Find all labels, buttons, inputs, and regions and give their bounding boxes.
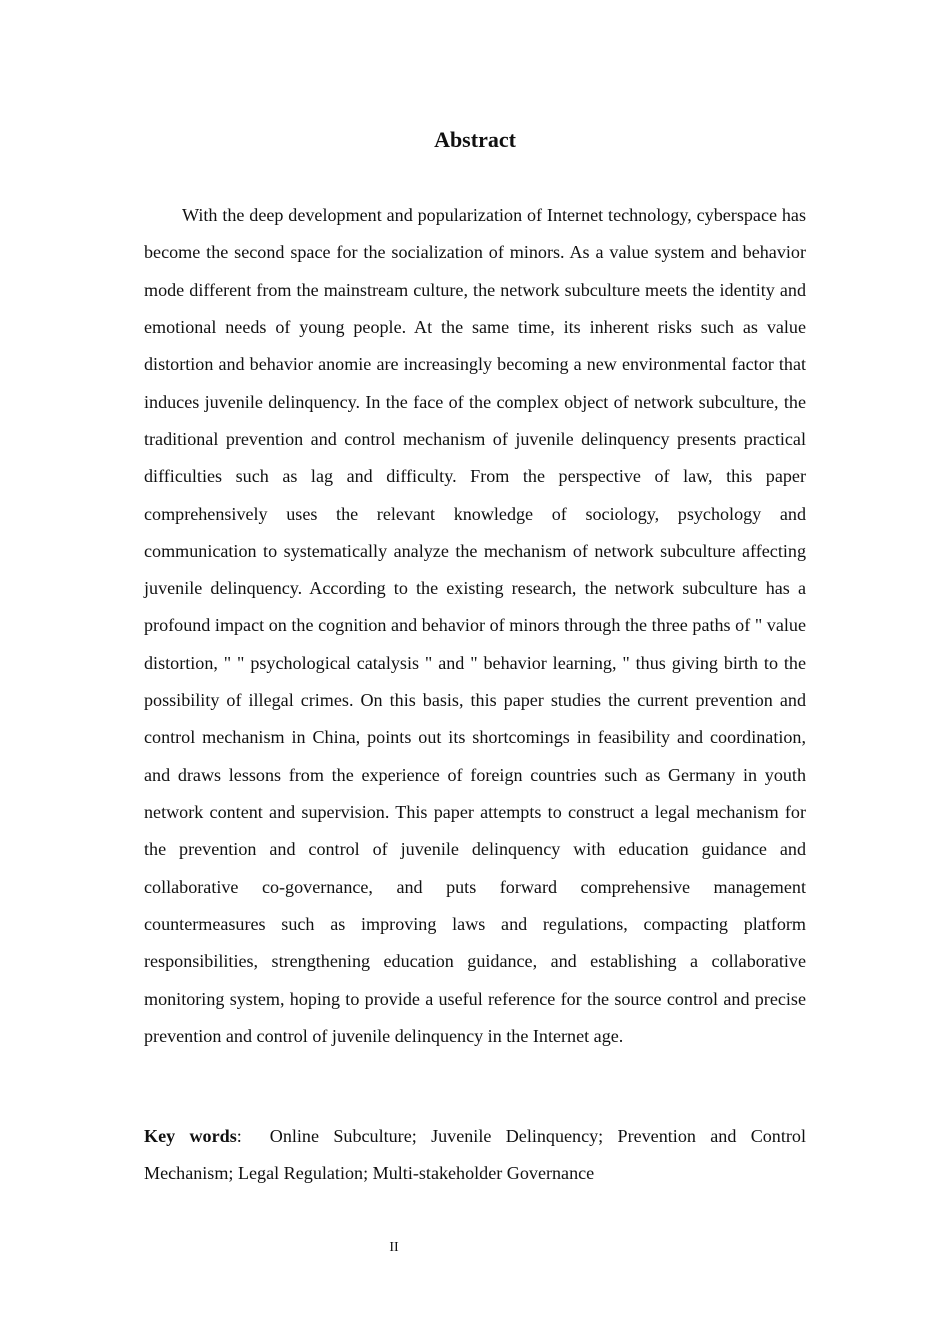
keywords-separator: :	[236, 1126, 242, 1146]
keywords-label: Key words	[144, 1126, 237, 1146]
keywords-text: Online Subculture; Juvenile Delinquency; Prevention and Control Mechanism; Legal Regulation; Multi-stakeholder Governance	[144, 1126, 806, 1183]
abstract-title: Abstract	[434, 127, 516, 152]
keywords-paragraph	[144, 1118, 806, 1192]
page-number: II	[389, 1240, 399, 1255]
abstract-body: With the deep development and popularization of Internet technology, cyberspace has become the second space for the socialization of minors. As a value system and behavior mode different from the mainstream culture, the network subculture meets the identity and emotional needs of young people. At the same time, its inherent risks such as value distortion and behavior anomie are increasingly becoming a new environmental factor that induces juvenile delinquency. In the face of the complex object of network subculture, the traditional prevention and control mechanism of juvenile delinquency presents practical difficulties such as lag and difficulty. From the perspective of law, this paper comprehensively uses the relevant knowledge of sociology, psychology and communication to systematically analyze the mechanism of network subculture affecting juvenile delinquency. According to the existing research, the network subculture has a profound impact on the cognition and behavior of minors through the three paths of " value distortion, " " psychological catalysis " and " behavior learning, " thus giving birth to the possibility of illegal crimes. On this basis, this paper studies the current prevention and control mechanism in China, points out its shortcomings in feasibility and coordination, and draws lessons from the experience of foreign countries such as Germany in youth network content and supervision. This paper attempts to construct a legal mechanism for the prevention and control of juvenile delinquency with education guidance and collaborative co-governance, and puts forward comprehensive management countermeasures such as improving laws and regulations, compacting platform responsibilities, strengthening education guidance, and establishing a collaborative monitoring system, hoping to provide a useful reference for the source control and precise prevention and control of juvenile delinquency in the Internet age.	[144, 205, 806, 1046]
